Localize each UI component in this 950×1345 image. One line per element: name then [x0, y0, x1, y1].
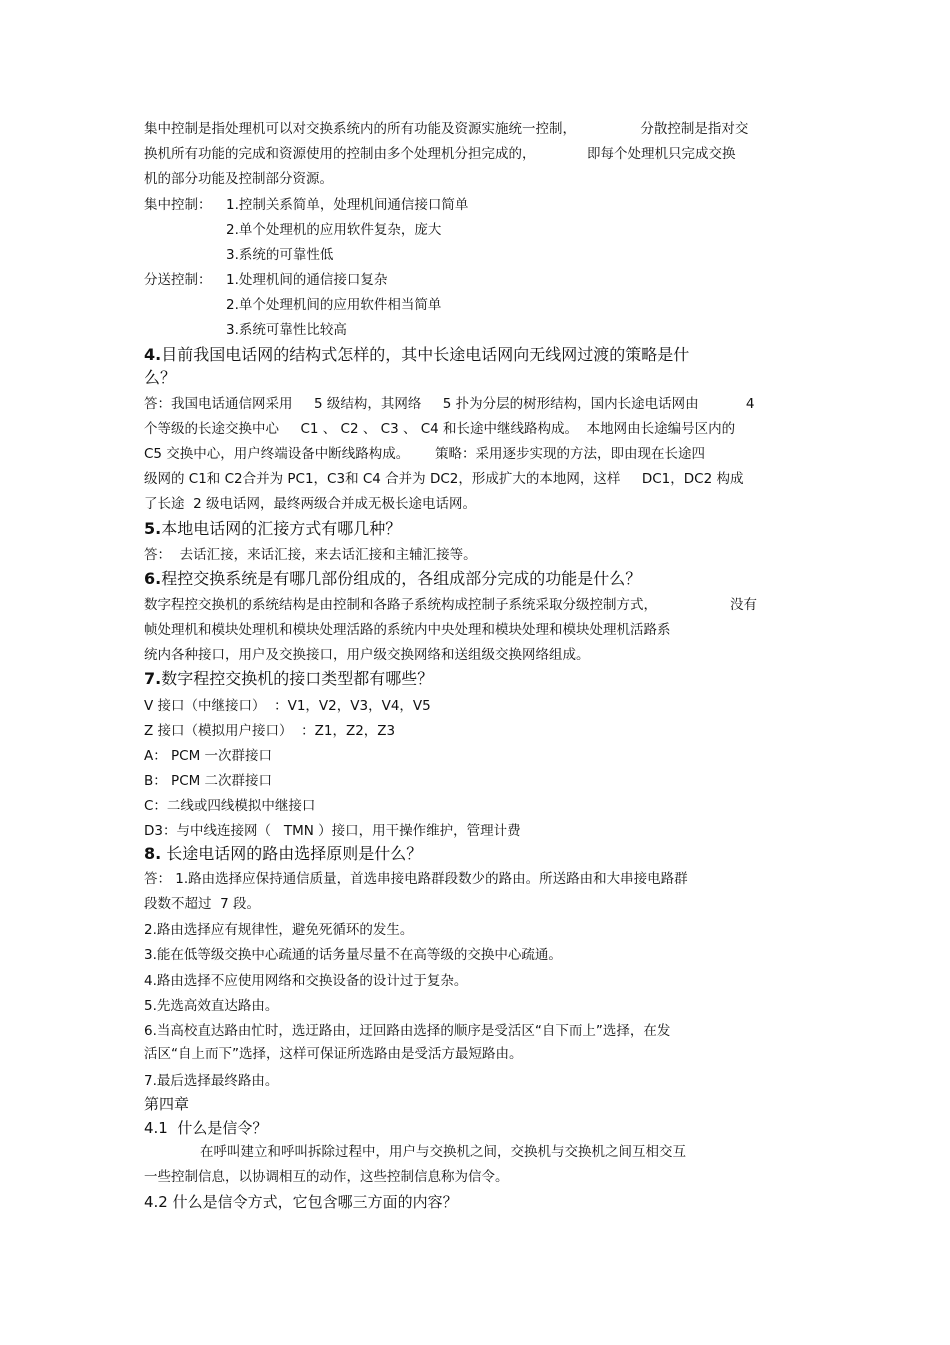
q4-answer-line-4: 级网的 C1和 C2合并为 PC1，C3和 C4 合并为 DC2，形成扩大的本地网，这样 DC1，DC2 构成 [144, 471, 744, 487]
q7-answer-line-6: D3：与中线连接网（ TMN ）接口，用干操作维护，管理计费 [144, 823, 521, 839]
intro-line-3: 机的部分功能及控制部分资源。 [144, 171, 333, 187]
central-item-3: 3.系统的可靠性低 [226, 247, 334, 263]
question-title: 程控交换系统是有哪几部份组成的，各组成部分完成的功能是什么？ [161, 569, 642, 588]
q4-answer-line-2: 个等级的长途交换中心 C1 、 C2 、 C3 、 C4 和长途中继线路构成。 本地网由长途编号区内的 [144, 421, 736, 437]
section-4-1-body-line-2: 一些控制信息，以协调相互的动作，这些控制信息称为信令。 [144, 1169, 509, 1185]
central-control-label: 集中控制： [144, 197, 212, 213]
question-8-heading [144, 843, 422, 865]
q8-answer-line-3: 2.路由选择应有规律性，避免死循环的发生。 [144, 922, 414, 938]
question-title: 本地电话网的汇接方式有哪几种？ [161, 519, 402, 538]
q6-answer-line-2: 帧处理机和模块处理机和模块处理活路的系统内中央处理和模块处理和模块处理机活路系 [144, 622, 671, 638]
q5-answer-line-1: 答： 去话汇接，来话汇接，来去话汇接和主辅汇接等。 [144, 547, 477, 563]
central-item-2: 2.单个处理机的应用软件复杂，庞大 [226, 222, 442, 238]
q8-answer-line-4: 3.能在低等级交换中心疏通的话务量尽量不在高等级的交换中心疏通。 [144, 947, 562, 963]
question-number: 6. [144, 569, 162, 588]
distributed-item-2: 2.单个处理机间的应用软件相当简单 [226, 297, 442, 313]
question-number: 7. [144, 669, 162, 688]
chapter-title: 第四章 [144, 1095, 190, 1113]
question-number: 4. [144, 345, 162, 364]
distributed-item-3: 3.系统可靠性比较高 [226, 322, 347, 338]
central-item-1: 1.控制关系简单，处理机间通信接口简单 [226, 197, 469, 213]
question-title: 目前我国电话网的结构式怎样的，其中长途电话网向无线网过渡的策略是什 [161, 345, 690, 364]
q7-answer-line-2: Z 接口（模拟用户接口） ：Z1，Z2，Z3 [144, 723, 396, 739]
q6-answer-line-1: 数字程控交换机的系统结构是由控制和各路子系统构成控制子系统采取分级控制方式， 没有 [144, 597, 757, 613]
q4-answer-line-5: 了长途 2 级电话网，最终两级合并成无极长途电话网。 [144, 496, 476, 512]
q8-answer-line-2: 段数不超过 7 段。 [144, 896, 260, 912]
section-4-1-title: 4.1 什么是信令？ [144, 1119, 268, 1137]
question-number: 8. [144, 844, 162, 863]
q8-answer-line-8: 活区“自上而下”选择，这样可保证所选路由是受活方最短路由。 [144, 1046, 523, 1062]
question-title: 数字程控交换机的接口类型都有哪些？ [161, 669, 434, 688]
intro-line-2: 换机所有功能的完成和资源使用的控制由多个处理机分担完成的， 即每个处理机只完成交换 [144, 146, 736, 162]
question-title: 长途电话网的路由选择原则是什么？ [161, 844, 423, 863]
q4-answer-line-3: C5 交换中心，用户终端设备中断线路构成。 策略：采用逐步实现的方法，即由现在长途四 [144, 446, 706, 462]
q7-answer-line-4: B： PCM 二次群接口 [144, 773, 273, 789]
question-number: 5. [144, 519, 162, 538]
q8-answer-line-7: 6.当高校直达路由忙时，选迂路由，迂回路由选择的顺序是受活区“自下而上”选择，在发 [144, 1023, 671, 1039]
section-4-1-body-line-1: 在呼叫建立和呼叫拆除过程中，用户与交换机之间，交换机与交换机之间互相交互 [200, 1144, 686, 1160]
q4-answer-line-1: 答：我国电话通信网采用 5 级结构，其网络 5 扑为分层的树形结构，国内长途电话网由 4 [144, 396, 755, 412]
intro-line-1: 集中控制是指处理机可以对交换系统内的所有功能及资源实施统一控制， 分散控制是指对交 [144, 121, 749, 137]
q7-answer-line-5: C：二线或四线模拟中继接口 [144, 798, 316, 814]
q8-answer-line-6: 5.先选高效直达路由。 [144, 998, 279, 1014]
distributed-control-label: 分送控制： [144, 272, 212, 288]
question-6-heading [144, 568, 641, 590]
q8-answer-line-5: 4.路由选择不应使用网络和交换设备的设计过于复杂。 [144, 973, 468, 989]
q6-answer-line-3: 统内各种接口，用户及交换接口，用户级交换网络和送组级交换网络组成。 [144, 647, 590, 663]
q8-answer-line-9: 7.最后选择最终路由。 [144, 1073, 279, 1089]
question-7-heading [144, 668, 433, 690]
q7-answer-line-3: A： PCM 一次群接口 [144, 748, 273, 764]
question-4-heading-cont: 么？ [144, 368, 177, 387]
q8-answer-line-1: 答： 1.路由选择应保持通信质量，首选串接电路群段数少的路由。所送路由和大串接电路群 [144, 871, 688, 887]
question-5-heading [144, 518, 401, 540]
question-4-heading [144, 344, 689, 366]
q7-answer-line-1: V 接口（中继接口） ：V1，V2，V3，V4，V5 [144, 698, 431, 714]
section-4-2-title: 4.2 什么是信令方式，它包含哪三方面的内容？ [144, 1193, 458, 1211]
distributed-item-1: 1.处理机间的通信接口复杂 [226, 272, 388, 288]
